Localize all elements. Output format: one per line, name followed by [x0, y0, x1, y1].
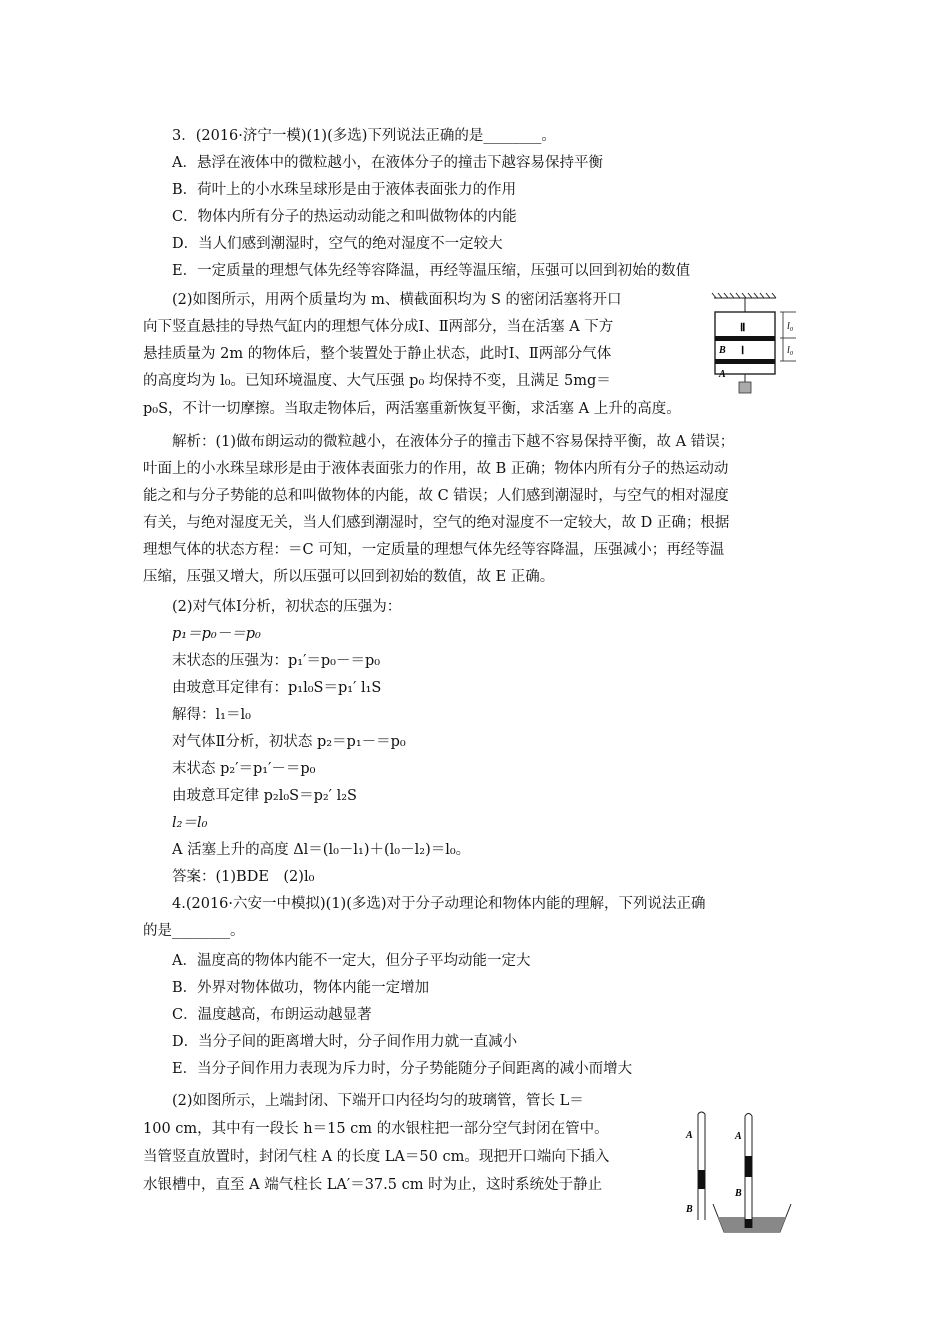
q3-derivation-7: 末状态 p₂′＝p₁′－＝p₀ [172, 761, 316, 777]
cylinder-label-l0-bottom: l₀ [787, 345, 794, 356]
q4-option-b: B．外界对物体做功，物体内能一定增加 [172, 980, 430, 996]
cylinder-label-l0-top: l₀ [787, 321, 794, 332]
q3-option-d: D．当人们感到潮湿时，空气的绝对湿度不一定较大 [172, 236, 503, 252]
tube-left-label-a: A [686, 1130, 693, 1141]
q3-option-c: C．物体内所有分子的热运动动能之和叫做物体的内能 [172, 209, 517, 225]
q4-option-c: C．温度越高，布朗运动越显著 [172, 1007, 372, 1023]
q3-solution-line2: 叶面上的小水珠呈球形是由于液体表面张力的作用，故 B 正确；物体内所有分子的热运动动 [143, 461, 729, 477]
q3-part2-line2: 向下竖直悬挂的导热气缸内的理想气体分成Ⅰ、Ⅱ两部分，当在活塞 A 下方 [143, 319, 614, 335]
q3-answer: 答案：(1)BDE (2)l₀ [172, 869, 315, 885]
q3-part2-line4: 的高度均为 l₀。已知环境温度、大气压强 p₀ 均保持不变，且满足 5mg＝ [143, 373, 611, 389]
q3-solution-line3: 能之和与分子势能的总和叫做物体的内能，故 C 错误；人们感到潮湿时，与空气的相对湿度 [143, 488, 729, 504]
q4-part2-line2: 100 cm，其中有一段长 h＝15 cm 的水银柱把一部分空气封闭在管中。 [143, 1121, 609, 1137]
q3-part2-line5: p₀S，不计一切摩擦。当取走物体后，两活塞重新恢复平衡，求活塞 A 上升的高度。 [143, 401, 681, 417]
q4-option-a: A．温度高的物体内能不一定大，但分子平均动能一定大 [172, 953, 531, 969]
q3-solution-line5: 理想气体的状态方程：＝C 可知，一定质量的理想气体先经等容降温，压强减小；再经等温 [143, 542, 725, 558]
q3-derivation-3: 末状态的压强为：p₁′＝p₀－＝p₀ [172, 653, 381, 669]
q4-option-d: D．当分子间的距离增大时，分子间作用力就一直减小 [172, 1034, 518, 1050]
cylinder-label-b: B [719, 345, 726, 356]
q3-solution-line4: 有关，与绝对湿度无关，当人们感到潮湿时，空气的绝对湿度不一定较大，故 D 正确；根据 [143, 515, 730, 531]
q4-option-e: E．当分子间作用力表现为斥力时，分子势能随分子间距离的减小而增大 [172, 1061, 633, 1077]
q3-derivation-8: 由玻意耳定律 p₂l₀S＝p₂′ l₂S [172, 788, 357, 804]
tube-right-label-b: B [735, 1188, 742, 1199]
q3-option-a: A．悬浮在液体中的微粒越小，在液体分子的撞击下越容易保持平衡 [172, 155, 603, 171]
q3-solution-line1: 解析：(1)做布朗运动的微粒越小，在液体分子的撞击下越不容易保持平衡，故 A 错误； [172, 434, 735, 450]
q3-derivation-1: (2)对气体Ⅰ分析，初状态的压强为： [172, 599, 402, 615]
q3-derivation-5: 解得：l₁＝l₀ [172, 707, 251, 723]
q3-part2-line1: (2)如图所示，用两个质量均为 m、横截面积均为 S 的密闭活塞将开口 [172, 292, 622, 308]
cylinder-label-ii: Ⅱ [740, 322, 746, 334]
cylinder-figure [710, 290, 810, 400]
tube-figure [680, 1108, 800, 1238]
q4-stem-line2: 的是________。 [143, 923, 245, 939]
q3-option-e: E．一定质量的理想气体先经等容降温，再经等温压缩，压强可以回到初始的数值 [172, 263, 691, 279]
tube-right-label-a: A [735, 1131, 742, 1142]
q3-derivation-9: l₂＝l₀ [172, 815, 208, 831]
q4-part2-line4: 水银槽中，直至 A 端气柱长 LA′＝37.5 cm 时为止，这时系统处于静止 [143, 1177, 603, 1193]
q4-part2-line1: (2)如图所示，上端封闭、下端开口内径均匀的玻璃管，管长 L＝ [172, 1093, 584, 1109]
q3-solution-line6: 压缩，压强又增大，所以压强可以回到初始的数值，故 E 正确。 [143, 569, 555, 585]
q3-option-b: B．荷叶上的小水珠呈球形是由于液体表面张力的作用 [172, 182, 517, 198]
q3-derivation-6: 对气体Ⅱ分析，初状态 p₂＝p₁－＝p₀ [172, 734, 406, 750]
q3-derivation-2: p₁＝p₀－＝p₀ [172, 626, 261, 642]
cylinder-label-i: Ⅰ [741, 345, 745, 357]
tube-left-label-b: B [686, 1204, 693, 1215]
q3-part2-line3: 悬挂质量为 2m 的物体后，整个装置处于静止状态，此时Ⅰ、Ⅱ两部分气体 [143, 346, 612, 362]
q3-derivation-4: 由玻意耳定律有：p₁l₀S＝p₁′ l₁S [172, 680, 382, 696]
cylinder-label-a: A [719, 369, 726, 380]
q3-stem: 3．(2016·济宁一模)(1)(多选)下列说法正确的是________。 [172, 128, 556, 144]
q4-part2-line3: 当管竖直放置时，封闭气柱 A 的长度 LA＝50 cm。现把开口端向下插入 [143, 1149, 610, 1165]
q3-derivation-10: A 活塞上升的高度 Δl＝(l₀－l₁)＋(l₀－l₂)＝l₀。 [172, 842, 471, 858]
q4-stem-line1: 4.(2016·六安一中模拟)(1)(多选)对于分子动理论和物体内能的理解，下列说法正确 [172, 896, 706, 912]
